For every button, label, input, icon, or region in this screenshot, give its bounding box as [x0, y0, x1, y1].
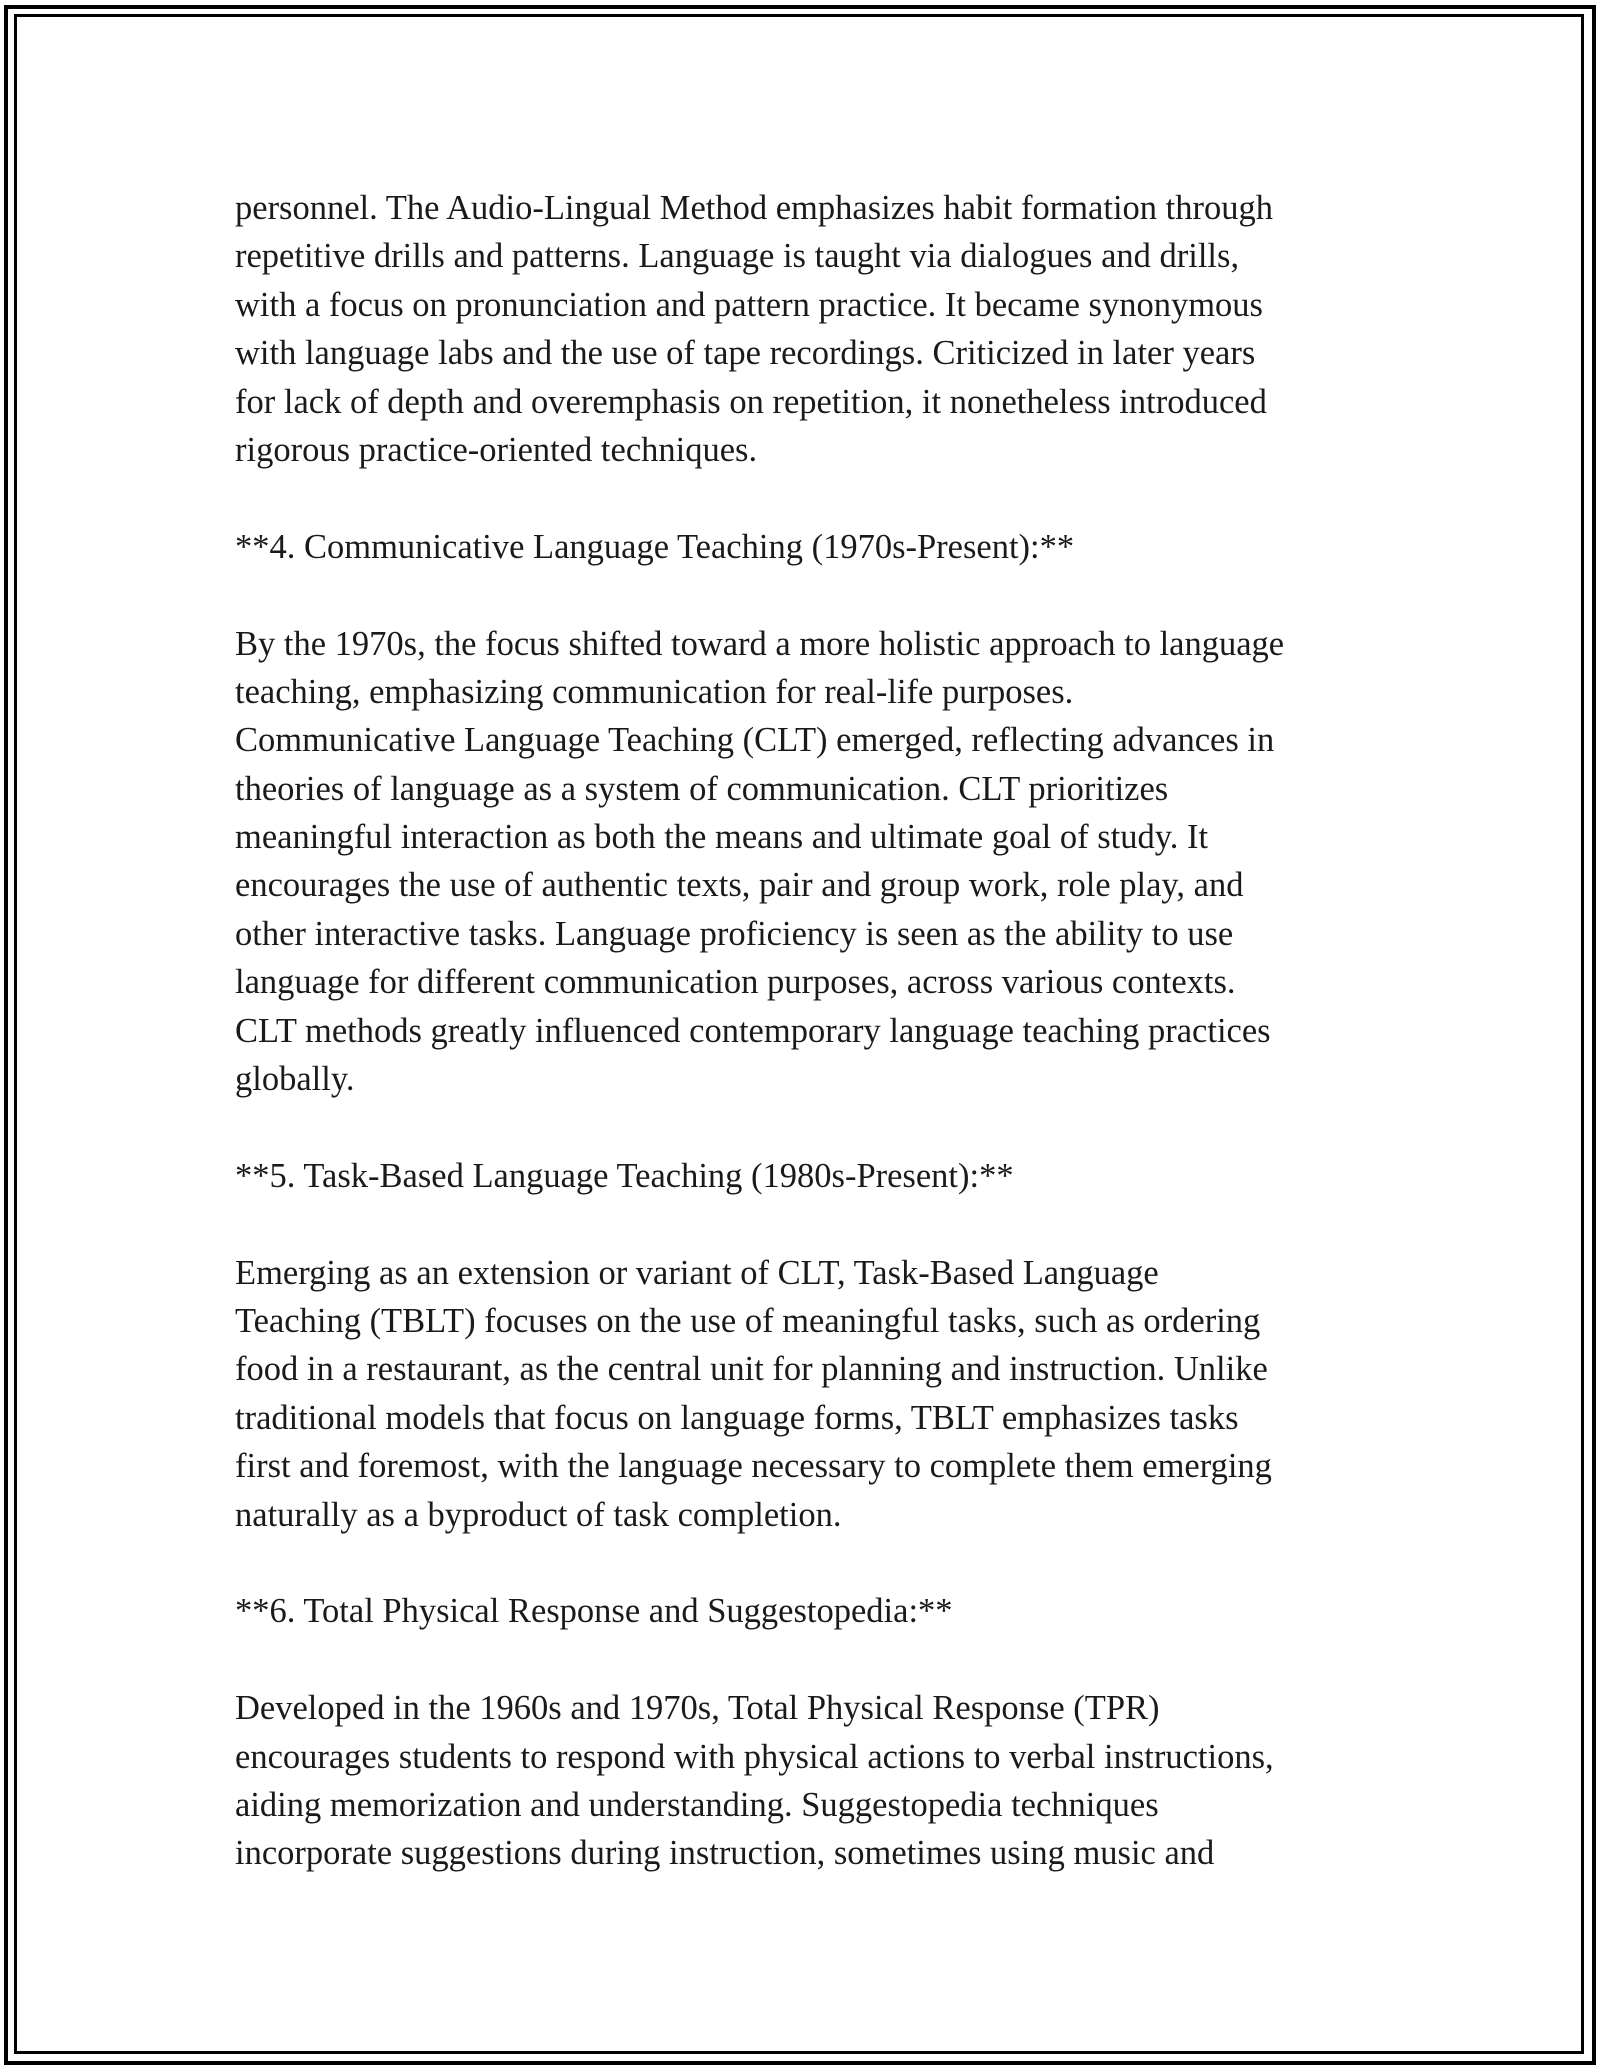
text-line: traditional models that focus on language forms, TBLT emphasizes tasks [235, 1398, 1239, 1437]
text-line: naturally as a byproduct of task completion. [235, 1495, 842, 1534]
heading-clt [235, 523, 1365, 571]
text-line: other interactive tasks. Language proficiency is seen as the ability to use [235, 914, 1234, 953]
heading-tpr [235, 1587, 1365, 1635]
paragraph-tpr [235, 1684, 1365, 1878]
text-line: Communicative Language Teaching (CLT) emerged, reflecting advances in [235, 721, 1275, 760]
text-line: language for different communication purposes, across various contexts. [235, 963, 1236, 1002]
text-line: By the 1970s, the focus shifted toward a more holistic approach to language [235, 624, 1285, 663]
text-line: rigorous practice-oriented techniques. [235, 430, 758, 469]
section-heading: **6. Total Physical Response and Suggestopedia:** [235, 1592, 953, 1631]
paragraph-audio-lingual [235, 184, 1365, 474]
text-line: CLT methods greatly influenced contemporary language teaching practices [235, 1011, 1271, 1050]
document-body [235, 184, 1365, 1926]
text-line: with language labs and the use of tape recordings. Criticized in later years [235, 334, 1256, 373]
section-heading: **4. Communicative Language Teaching (1970s-Present):** [235, 527, 1075, 566]
text-line: meaningful interaction as both the means and ultimate goal of study. It [235, 818, 1209, 857]
text-line: Teaching (TBLT) focuses on the use of meaningful tasks, such as ordering [235, 1301, 1261, 1340]
paragraph-tblt [235, 1249, 1365, 1539]
paragraph-clt [235, 620, 1365, 1104]
text-line: Developed in the 1960s and 1970s, Total Physical Response (TPR) [235, 1689, 1160, 1728]
text-line: first and foremost, with the language necessary to complete them emerging [235, 1447, 1272, 1486]
text-line: for lack of depth and overemphasis on repetition, it nonetheless introduced [235, 382, 1267, 421]
text-line: aiding memorization and understanding. Suggestopedia techniques [235, 1785, 1159, 1824]
section-heading: **5. Task-Based Language Teaching (1980s-Present):** [235, 1156, 1014, 1195]
text-line: personnel. The Audio-Lingual Method emphasizes habit formation through [235, 189, 1273, 227]
text-line: encourages the use of authentic texts, pair and group work, role play, and [235, 866, 1244, 905]
text-line: teaching, emphasizing communication for real-life purposes. [235, 672, 1074, 711]
text-line: theories of language as a system of communication. CLT prioritizes [235, 769, 1169, 808]
heading-tblt [235, 1152, 1365, 1200]
text-line: repetitive drills and patterns. Language is taught via dialogues and drills, [235, 237, 1240, 276]
text-line: incorporate suggestions during instruction, sometimes using music and [235, 1834, 1215, 1873]
text-line: Emerging as an extension or variant of CLT, Task-Based Language [235, 1253, 1159, 1292]
text-line: globally. [235, 1060, 355, 1099]
text-line: with a focus on pronunciation and pattern practice. It became synonymous [235, 285, 1263, 324]
text-line: encourages students to respond with physical actions to verbal instructions, [235, 1737, 1274, 1776]
text-line: food in a restaurant, as the central unit for planning and instruction. Unlike [235, 1350, 1268, 1389]
